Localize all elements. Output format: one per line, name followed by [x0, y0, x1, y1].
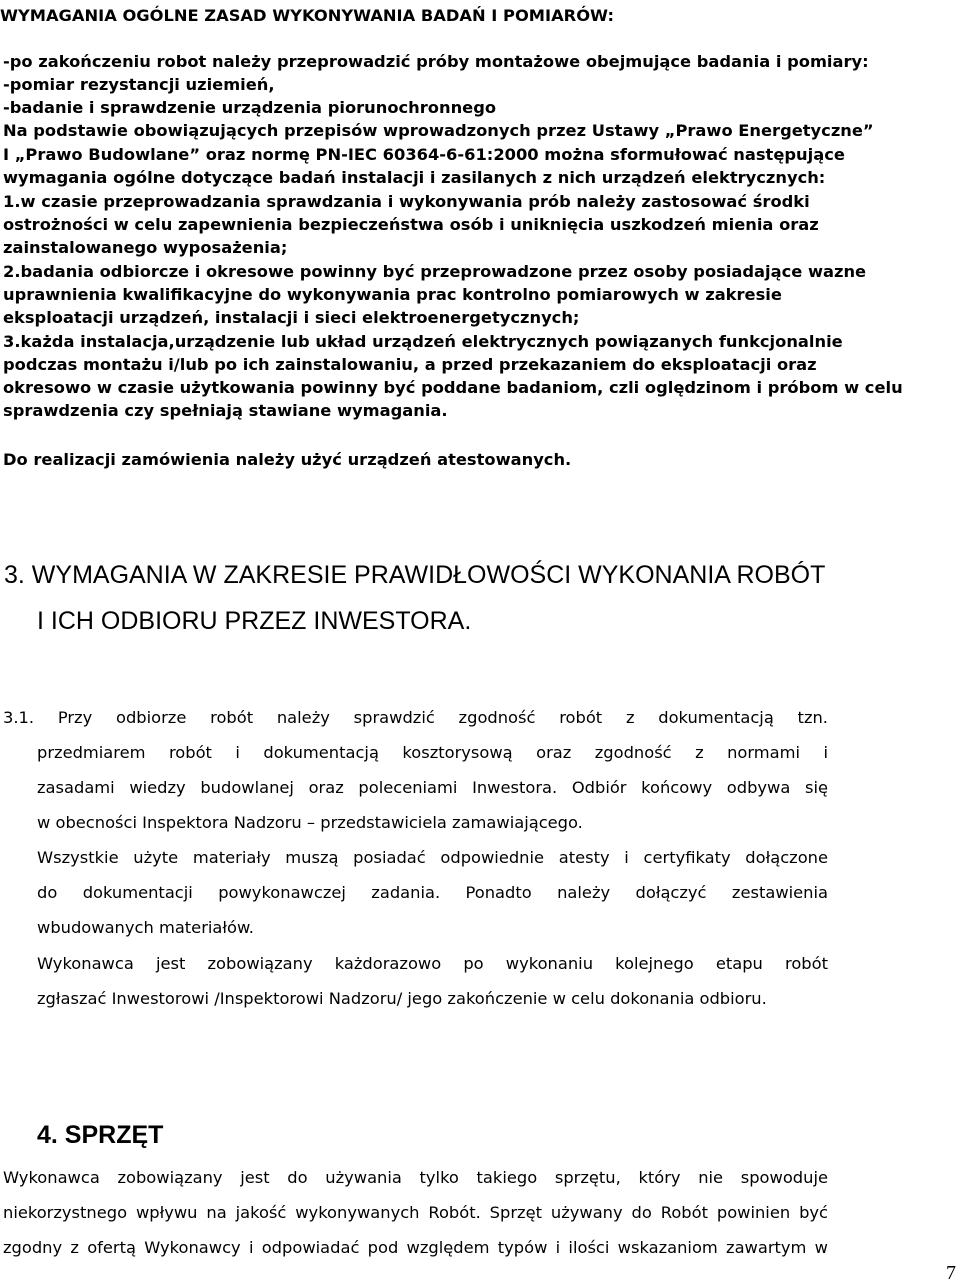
text-line: w obecności Inspektora Nadzoru – przedstawiciela zamawiającego.	[37, 813, 583, 832]
block-title: WYMAGANIA OGÓLNE ZASAD WYKONYWANIA BADAŃ I POMIARÓW:	[0, 6, 615, 25]
list-item-2: 2.badania odbiorcze i okresowe powinny być przeprowadzone przez osoby posiadające wazne	[3, 262, 867, 281]
text-line: wymagania ogólne dotyczące badań instalacji i zasilanych z nich urządzeń elektrycznych:	[3, 168, 826, 187]
text-line: podczas montażu i/lub po ich zainstalowaniu, a przed przekazaniem do eksploatacji oraz	[3, 355, 817, 374]
text-line: eksploatacji urządzeń, instalacji i sieci elektroenergetycznych;	[3, 308, 580, 327]
text-line: przedmiarem robót i dokumentacją kosztorysową oraz zgodność z normami i	[37, 743, 828, 762]
text-line: zgodny z ofertą Wykonawcy i odpowiadać pod względem typów i ilości wskazaniom zawartym w	[3, 1238, 828, 1257]
text-line: wbudowanych materiałów.	[37, 918, 254, 937]
text-line: I „Prawo Budowlane” oraz normę PN-IEC 60364-6-61:2000 można sformułować następujące	[3, 145, 845, 164]
text-line: zasadami wiedzy budowlanej oraz poleceniami Inwestora. Odbiór końcowy odbywa się	[37, 778, 828, 797]
text-line: -badanie i sprawdzenie urządzenia piorunochronnego	[3, 98, 497, 117]
text-line: Wykonawca zobowiązany jest do używania tylko takiego sprzętu, który nie spowoduje	[3, 1168, 828, 1187]
text-line: okresowo w czasie użytkowania powinny być poddane badaniom, czli oględzinom i próbom w celu	[3, 378, 903, 397]
text-line: do dokumentacji powykonawczej zadania. Ponadto należy dołączyć zestawienia	[37, 883, 828, 902]
text-line: niekorzystnego wpływu na jakość wykonywanych Robót. Sprzęt używany do Robót powinien być	[3, 1203, 828, 1222]
text-line: sprawdzenia czy spełniają stawiane wymagania.	[3, 401, 448, 420]
note-line: Do realizacji zamówienia należy użyć urządzeń atestowanych.	[3, 450, 572, 469]
section-3-heading: 3. WYMAGANIA W ZAKRESIE PRAWIDŁOWOŚCI WYKONANIA ROBÓT	[4, 561, 826, 589]
text-line: uprawnienia kwalifikacyjne do wykonywania prac kontrolno pomiarowych w zakresie	[3, 285, 782, 304]
text-line: ostrożności w celu zapewnienia bezpieczeństwa osób i uniknięcia uszkodzeń mienia oraz	[3, 215, 819, 234]
text-line: 3.1. Przy odbiorze robót należy sprawdzić zgodność robót z dokumentacją tzn.	[3, 708, 828, 727]
text-line: -pomiar rezystancji uziemień,	[3, 75, 275, 94]
list-item-3: 3.każda instalacja,urządzenie lub układ urządzeń elektrycznych powiązanych funkcjonalnie	[3, 332, 843, 351]
section-3-heading-cont: I ICH ODBIORU PRZEZ INWESTORA.	[37, 607, 472, 635]
list-item-1: 1.w czasie przeprowadzania sprawdzania i wykonywania prób należy zastosować środki	[3, 192, 810, 211]
page-number: 7	[946, 1262, 956, 1284]
text-line: -po zakończeniu robot należy przeprowadzić próby montażowe obejmujące badania i pomiary:	[3, 52, 869, 71]
text-line: Wszystkie użyte materiały muszą posiadać odpowiednie atesty i certyfikaty dołączone	[37, 848, 828, 867]
text-line: zainstalowanego wyposażenia;	[3, 238, 288, 257]
text-line: zgłaszać Inwestorowi /Inspektorowi Nadzoru/ jego zakończenie w celu dokonania odbioru.	[37, 989, 767, 1008]
section-4-heading: 4. SPRZĘT	[37, 1121, 164, 1149]
text-line: Na podstawie obowiązujących przepisów wprowadzonych przez Ustawy „Prawo Energetyczne”	[3, 121, 874, 140]
text-line: Wykonawca jest zobowiązany każdorazowo po wykonaniu kolejnego etapu robót	[37, 954, 828, 973]
